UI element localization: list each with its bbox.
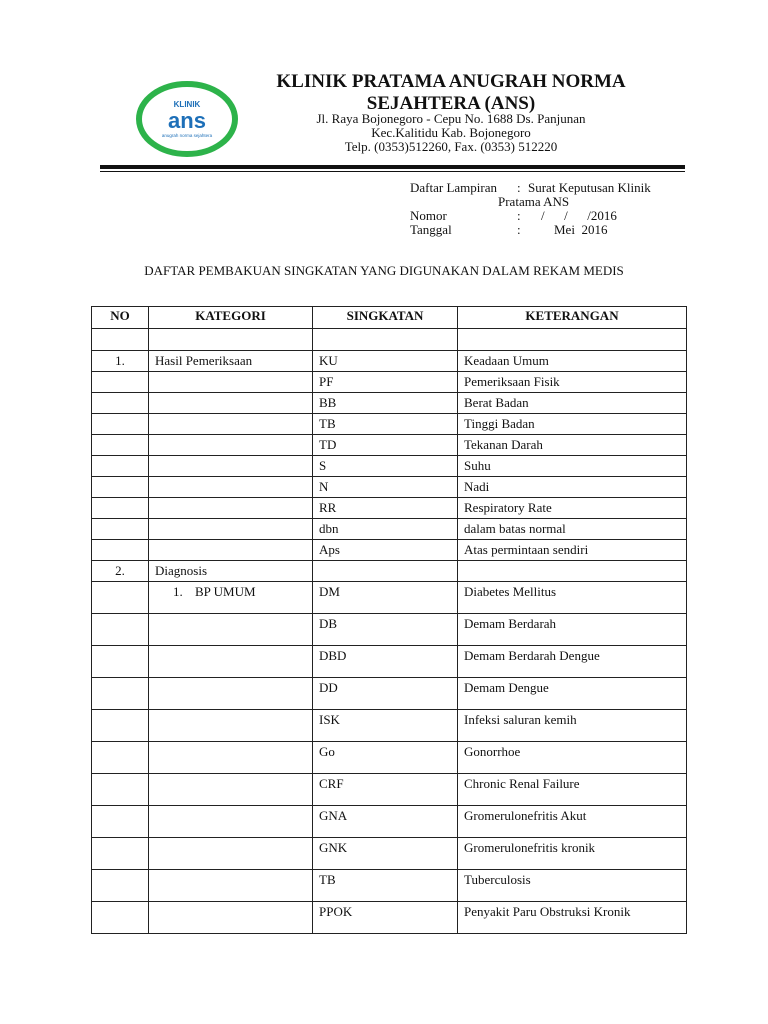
cell-no	[92, 519, 149, 540]
cell-keterangan: dalam batas normal	[458, 519, 687, 540]
cell-keterangan: Demam Berdarah Dengue	[458, 646, 687, 678]
attachment-value: Surat Keputusan Klinik	[528, 180, 651, 195]
cell-no	[92, 742, 149, 774]
table-row	[92, 646, 687, 678]
clinic-logo	[135, 80, 239, 158]
cell-keterangan: Chronic Renal Failure	[458, 774, 687, 806]
cell-singkatan: GNA	[313, 806, 458, 838]
abbreviation-table	[91, 306, 687, 934]
cell-singkatan: DBD	[313, 646, 458, 678]
subgroup-label: BP UMUM	[195, 584, 256, 599]
cell-kategori	[149, 742, 313, 774]
cell-kategori	[149, 870, 313, 902]
cell-singkatan: PPOK	[313, 902, 458, 934]
cell-singkatan: Aps	[313, 540, 458, 561]
cell-keterangan: Infeksi saluran kemih	[458, 710, 687, 742]
cell-kategori	[149, 646, 313, 678]
cell-keterangan: Keadaan Umum	[458, 351, 687, 372]
attachment-key: Tanggal	[410, 222, 452, 237]
clinic-phone: Telp. (0353)512260, Fax. (0353) 512220	[344, 139, 558, 154]
table-row	[92, 435, 687, 456]
table-row	[92, 678, 687, 710]
cell-kategori-subgroup	[149, 582, 313, 614]
cell-kategori	[149, 806, 313, 838]
cell-keterangan: Tuberculosis	[458, 870, 687, 902]
attachment-value: Pratama ANS	[498, 194, 570, 209]
header-keterangan: KETERANGAN	[458, 307, 687, 329]
cell-kategori: Diagnosis	[149, 561, 313, 582]
logo-text-main: ans	[168, 108, 206, 133]
cell-kategori	[149, 774, 313, 806]
cell-keterangan: Respiratory Rate	[458, 498, 687, 519]
cell-kategori	[149, 435, 313, 456]
header-singkatan: SINGKATAN	[313, 307, 458, 329]
cell-singkatan: ISK	[313, 710, 458, 742]
subgroup-number: 1.	[173, 584, 183, 599]
cell-singkatan: DB	[313, 614, 458, 646]
cell-keterangan: Tinggi Badan	[458, 414, 687, 435]
cell-no	[92, 806, 149, 838]
cell-singkatan: TB	[313, 870, 458, 902]
cell-keterangan: Demam Berdarah	[458, 614, 687, 646]
table-row	[92, 742, 687, 774]
cell-no	[92, 646, 149, 678]
cell-keterangan: Diabetes Mellitus	[458, 582, 687, 614]
cell-kategori	[149, 710, 313, 742]
cell-kategori	[149, 393, 313, 414]
header-no: NO	[92, 307, 149, 329]
logo-text-sub: anugrah norma sejahtera	[161, 133, 213, 138]
cell-keterangan: Gonorrhoe	[458, 742, 687, 774]
cell-no	[92, 582, 149, 614]
table-row	[92, 519, 687, 540]
table-row	[92, 414, 687, 435]
table-row	[92, 477, 687, 498]
attachment-sep: :	[517, 208, 521, 223]
cell-singkatan: S	[313, 456, 458, 477]
cell-no	[92, 614, 149, 646]
cell-keterangan: Nadi	[458, 477, 687, 498]
table-header-row	[92, 307, 687, 329]
cell-no: 2.	[92, 561, 149, 582]
cell-kategori	[149, 372, 313, 393]
cell-keterangan: Suhu	[458, 456, 687, 477]
table-row	[92, 540, 687, 561]
table-row	[92, 498, 687, 519]
cell-singkatan: DD	[313, 678, 458, 710]
table-row	[92, 710, 687, 742]
table-row-blank	[92, 329, 687, 351]
cell-no	[92, 870, 149, 902]
header-divider-thin	[100, 171, 685, 172]
cell-singkatan: TD	[313, 435, 458, 456]
attachment-sep: :	[517, 222, 521, 237]
cell-no	[92, 710, 149, 742]
cell-singkatan: Go	[313, 742, 458, 774]
attachment-value: / / /2016	[528, 208, 617, 223]
cell-no	[92, 435, 149, 456]
table-row	[92, 582, 687, 614]
attachment-key: Daftar Lampiran	[410, 180, 497, 195]
table-row	[92, 614, 687, 646]
cell-no: 1.	[92, 351, 149, 372]
table-row	[92, 456, 687, 477]
cell-no	[92, 372, 149, 393]
cell-no	[92, 498, 149, 519]
cell-singkatan: TB	[313, 414, 458, 435]
cell-keterangan: Demam Dengue	[458, 678, 687, 710]
cell-keterangan: Atas permintaan sendiri	[458, 540, 687, 561]
cell-no	[92, 393, 149, 414]
cell-kategori	[149, 838, 313, 870]
attachment-value: Mei 2016	[528, 222, 608, 237]
cell-no	[92, 774, 149, 806]
table-row	[92, 870, 687, 902]
attachment-key: Nomor	[410, 208, 447, 223]
cell-kategori	[149, 498, 313, 519]
cell-no	[92, 540, 149, 561]
logo-text-top: KLINIK	[173, 100, 201, 109]
cell-singkatan	[313, 561, 458, 582]
cell-kategori	[149, 414, 313, 435]
cell-kategori	[149, 477, 313, 498]
document-title: DAFTAR PEMBAKUAN SINGKATAN YANG DIGUNAKAN DALAM REKAM MEDIS	[144, 263, 624, 278]
cell-no	[92, 456, 149, 477]
cell-singkatan: N	[313, 477, 458, 498]
cell-singkatan: BB	[313, 393, 458, 414]
cell-no	[92, 678, 149, 710]
cell-kategori	[149, 678, 313, 710]
table-row	[92, 774, 687, 806]
cell-keterangan: Penyakit Paru Obstruksi Kronik	[458, 902, 687, 934]
cell-kategori	[149, 456, 313, 477]
table-row	[92, 806, 687, 838]
cell-no	[92, 838, 149, 870]
cell-kategori	[149, 519, 313, 540]
cell-kategori	[149, 614, 313, 646]
header-kategori: KATEGORI	[149, 307, 313, 329]
header-divider-thick	[100, 165, 685, 169]
cell-no	[92, 477, 149, 498]
cell-keterangan	[458, 561, 687, 582]
cell-keterangan: Gromerulonefritis kronik	[458, 838, 687, 870]
cell-singkatan: RR	[313, 498, 458, 519]
cell-keterangan: Pemeriksaan Fisik	[458, 372, 687, 393]
table-row	[92, 902, 687, 934]
cell-no	[92, 902, 149, 934]
cell-kategori	[149, 902, 313, 934]
clinic-address-line-2: Kec.Kalitidu Kab. Bojonegoro	[371, 125, 531, 140]
cell-singkatan: CRF	[313, 774, 458, 806]
cell-keterangan: Gromerulonefritis Akut	[458, 806, 687, 838]
cell-kategori	[149, 540, 313, 561]
table-row	[92, 838, 687, 870]
cell-singkatan: GNK	[313, 838, 458, 870]
clinic-name: KLINIK PRATAMA ANUGRAH NORMA SEJAHTERA (ANS)	[276, 71, 626, 114]
attachment-sep: :	[517, 180, 521, 195]
table-row	[92, 393, 687, 414]
cell-singkatan: DM	[313, 582, 458, 614]
cell-kategori: Hasil Pemeriksaan	[149, 351, 313, 372]
clinic-address-line-1: Jl. Raya Bojonegoro - Cepu No. 1688 Ds. Panjunan	[316, 111, 586, 126]
cell-keterangan: Tekanan Darah	[458, 435, 687, 456]
table-row	[92, 561, 687, 582]
cell-singkatan: KU	[313, 351, 458, 372]
cell-singkatan: PF	[313, 372, 458, 393]
table-row	[92, 372, 687, 393]
cell-no	[92, 414, 149, 435]
cell-keterangan: Berat Badan	[458, 393, 687, 414]
table-row	[92, 351, 687, 372]
cell-singkatan: dbn	[313, 519, 458, 540]
